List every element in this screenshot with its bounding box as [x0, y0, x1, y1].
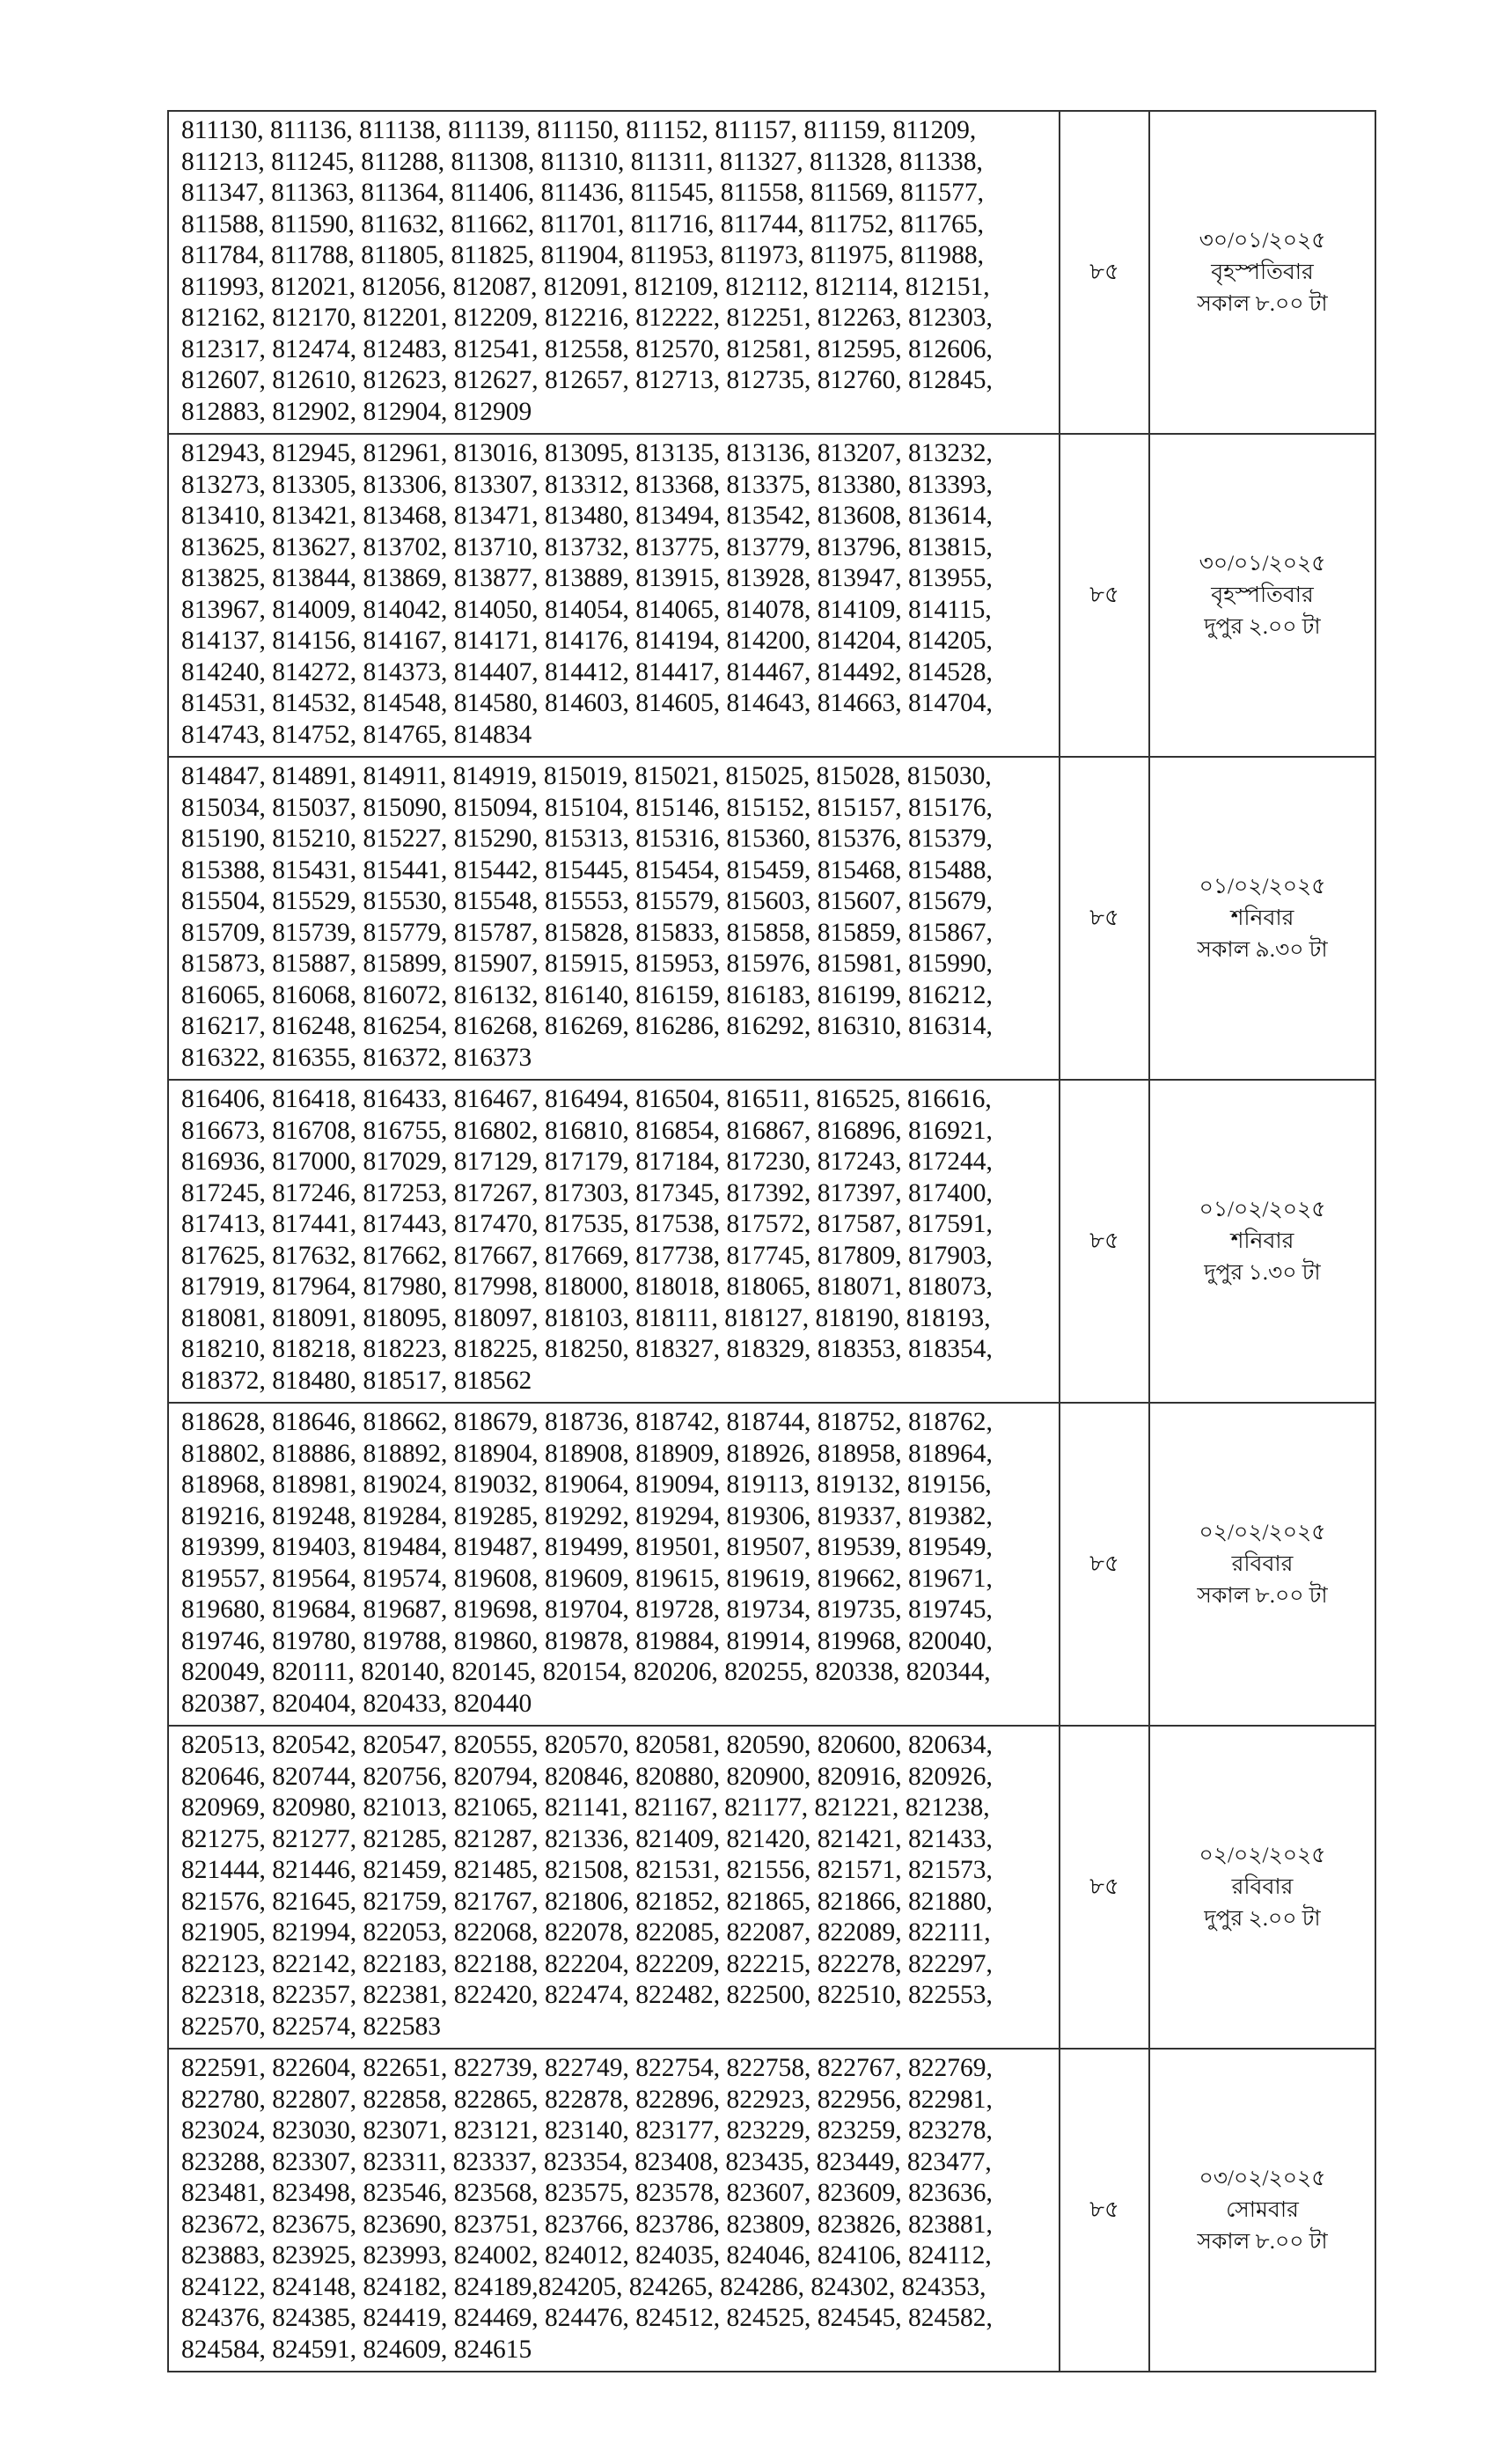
- candidate-count-cell: ৮৫: [1060, 434, 1149, 757]
- schedule-cell: [1149, 757, 1375, 1080]
- candidate-count-cell: ৮৫: [1060, 1080, 1149, 1403]
- schedule-row: [168, 2049, 1375, 2372]
- roll-numbers-cell: 811130, 811136, 811138, 811139, 811150, 811152, 811157, 811159, 811209, 811213, 811245, 811288, 811308, 811310, 811311, 811327, 811328, 811338, 811347, 811363, 811364, 811406, 811436, 811545, 811558, 811569, 811577, 811588, 811590, 811632, 811662, 811701, 811716, 811744, 811752, 811765, 811784, 811788, 811805, 811825, 811904, 811953, 811973, 811975, 811988, 811993, 812021, 812056, 812087, 812091, 812109, 812112, 812114, 812151, 812162, 812170, 812201, 812209, 812216, 812222, 812251, 812263, 812303, 812317, 812474, 812483, 812541, 812558, 812570, 812581, 812595, 812606, 812607, 812610, 812623, 812627, 812657, 812713, 812735, 812760, 812845, 812883, 812902, 812904, 812909: [168, 111, 1060, 434]
- schedule-row: [168, 757, 1375, 1080]
- exam-time: সকাল ৮.০০ টা: [1197, 291, 1328, 316]
- exam-date: ৩০/০১/২০২৫: [1199, 228, 1326, 253]
- exam-day: শনিবার: [1230, 1228, 1294, 1253]
- schedule-row: [168, 434, 1375, 757]
- exam-day: সোমবার: [1226, 2197, 1299, 2222]
- exam-day: রবিবার: [1231, 1874, 1294, 1899]
- schedule-cell: [1149, 1403, 1375, 1726]
- roll-numbers-cell: 818628, 818646, 818662, 818679, 818736, 818742, 818744, 818752, 818762, 818802, 818886, 818892, 818904, 818908, 818909, 818926, 818958, 818964, 818968, 818981, 819024, 819032, 819064, 819094, 819113, 819132, 819156, 819216, 819248, 819284, 819285, 819292, 819294, 819306, 819337, 819382, 819399, 819403, 819484, 819487, 819499, 819501, 819507, 819539, 819549, 819557, 819564, 819574, 819608, 819609, 819615, 819619, 819662, 819671, 819680, 819684, 819687, 819698, 819704, 819728, 819734, 819735, 819745, 819746, 819780, 819788, 819860, 819878, 819884, 819914, 819968, 820040, 820049, 820111, 820140, 820145, 820154, 820206, 820255, 820338, 820344, 820387, 820404, 820433, 820440: [168, 1403, 1060, 1726]
- schedule-cell: [1149, 434, 1375, 757]
- schedule-row: [168, 1403, 1375, 1726]
- exam-time: সকাল ৮.০০ টা: [1197, 2229, 1328, 2254]
- candidate-count-cell: ৮৫: [1060, 2049, 1149, 2372]
- schedule-cell: [1149, 111, 1375, 434]
- schedule-row: [168, 111, 1375, 434]
- candidate-count-cell: ৮৫: [1060, 1726, 1149, 2049]
- roll-numbers-cell: 816406, 816418, 816433, 816467, 816494, 816504, 816511, 816525, 816616, 816673, 816708, 816755, 816802, 816810, 816854, 816867, 816896, 816921, 816936, 817000, 817029, 817129, 817179, 817184, 817230, 817243, 817244, 817245, 817246, 817253, 817267, 817303, 817345, 817392, 817397, 817400, 817413, 817441, 817443, 817470, 817535, 817538, 817572, 817587, 817591, 817625, 817632, 817662, 817667, 817669, 817738, 817745, 817809, 817903, 817919, 817964, 817980, 817998, 818000, 818018, 818065, 818071, 818073, 818081, 818091, 818095, 818097, 818103, 818111, 818127, 818190, 818193, 818210, 818218, 818223, 818225, 818250, 818327, 818329, 818353, 818354, 818372, 818480, 818517, 818562: [168, 1080, 1060, 1403]
- exam-time: সকাল ৮.০০ টা: [1197, 1583, 1328, 1608]
- exam-date: ৩০/০১/২০২৫: [1199, 551, 1326, 576]
- exam-date: ০১/০২/২০২৫: [1199, 1197, 1326, 1221]
- exam-day: শনিবার: [1230, 906, 1294, 930]
- schedule-row: [168, 1726, 1375, 2049]
- exam-day: রবিবার: [1231, 1551, 1294, 1576]
- candidate-count-cell: ৮৫: [1060, 757, 1149, 1080]
- candidate-count-cell: ৮৫: [1060, 1403, 1149, 1726]
- schedule-cell: [1149, 1080, 1375, 1403]
- exam-time: দুপুর ২.০০ টা: [1204, 614, 1321, 639]
- roll-numbers-cell: 812943, 812945, 812961, 813016, 813095, 813135, 813136, 813207, 813232, 813273, 813305, 813306, 813307, 813312, 813368, 813375, 813380, 813393, 813410, 813421, 813468, 813471, 813480, 813494, 813542, 813608, 813614, 813625, 813627, 813702, 813710, 813732, 813775, 813779, 813796, 813815, 813825, 813844, 813869, 813877, 813889, 813915, 813928, 813947, 813955, 813967, 814009, 814042, 814050, 814054, 814065, 814078, 814109, 814115, 814137, 814156, 814167, 814171, 814176, 814194, 814200, 814204, 814205, 814240, 814272, 814373, 814407, 814412, 814417, 814467, 814492, 814528, 814531, 814532, 814548, 814580, 814603, 814605, 814643, 814663, 814704, 814743, 814752, 814765, 814834: [168, 434, 1060, 757]
- roll-numbers-cell: 820513, 820542, 820547, 820555, 820570, 820581, 820590, 820600, 820634, 820646, 820744, 820756, 820794, 820846, 820880, 820900, 820916, 820926, 820969, 820980, 821013, 821065, 821141, 821167, 821177, 821221, 821238, 821275, 821277, 821285, 821287, 821336, 821409, 821420, 821421, 821433, 821444, 821446, 821459, 821485, 821508, 821531, 821556, 821571, 821573, 821576, 821645, 821759, 821767, 821806, 821852, 821865, 821866, 821880, 821905, 821994, 822053, 822068, 822078, 822085, 822087, 822089, 822111, 822123, 822142, 822183, 822188, 822204, 822209, 822215, 822278, 822297, 822318, 822357, 822381, 822420, 822474, 822482, 822500, 822510, 822553, 822570, 822574, 822583: [168, 1726, 1060, 2049]
- exam-date: ০৩/০২/২০২৫: [1199, 2166, 1326, 2190]
- schedule-cell: [1149, 1726, 1375, 2049]
- exam-time: সকাল ৯.৩০ টা: [1197, 937, 1328, 962]
- schedule-row: [168, 1080, 1375, 1403]
- exam-day: বৃহস্পতিবার: [1211, 583, 1314, 607]
- candidate-count-cell: ৮৫: [1060, 111, 1149, 434]
- exam-day: বৃহস্পতিবার: [1211, 260, 1314, 284]
- roll-numbers-cell: 822591, 822604, 822651, 822739, 822749, 822754, 822758, 822767, 822769, 822780, 822807, 822858, 822865, 822878, 822896, 822923, 822956, 822981, 823024, 823030, 823071, 823121, 823140, 823177, 823229, 823259, 823278, 823288, 823307, 823311, 823337, 823354, 823408, 823435, 823449, 823477, 823481, 823498, 823546, 823568, 823575, 823578, 823607, 823609, 823636, 823672, 823675, 823690, 823751, 823766, 823786, 823809, 823826, 823881, 823883, 823925, 823993, 824002, 824012, 824035, 824046, 824106, 824112, 824122, 824148, 824182, 824189,824205, 824265, 824286, 824302, 824353, 824376, 824385, 824419, 824469, 824476, 824512, 824525, 824545, 824582, 824584, 824591, 824609, 824615: [168, 2049, 1060, 2372]
- exam-date: ০১/০২/২০২৫: [1199, 874, 1326, 898]
- exam-time: দুপুর ১.৩০ টা: [1204, 1260, 1321, 1285]
- schedule-cell: [1149, 2049, 1375, 2372]
- exam-date: ০২/০২/২০২৫: [1199, 1520, 1326, 1544]
- exam-date: ০২/০২/২০২৫: [1199, 1843, 1326, 1867]
- exam-schedule-table: [167, 110, 1376, 2372]
- roll-numbers-cell: 814847, 814891, 814911, 814919, 815019, 815021, 815025, 815028, 815030, 815034, 815037, 815090, 815094, 815104, 815146, 815152, 815157, 815176, 815190, 815210, 815227, 815290, 815313, 815316, 815360, 815376, 815379, 815388, 815431, 815441, 815442, 815445, 815454, 815459, 815468, 815488, 815504, 815529, 815530, 815548, 815553, 815579, 815603, 815607, 815679, 815709, 815739, 815779, 815787, 815828, 815833, 815858, 815859, 815867, 815873, 815887, 815899, 815907, 815915, 815953, 815976, 815981, 815990, 816065, 816068, 816072, 816132, 816140, 816159, 816183, 816199, 816212, 816217, 816248, 816254, 816268, 816269, 816286, 816292, 816310, 816314, 816322, 816355, 816372, 816373: [168, 757, 1060, 1080]
- exam-time: দুপুর ২.০০ টা: [1204, 1906, 1321, 1931]
